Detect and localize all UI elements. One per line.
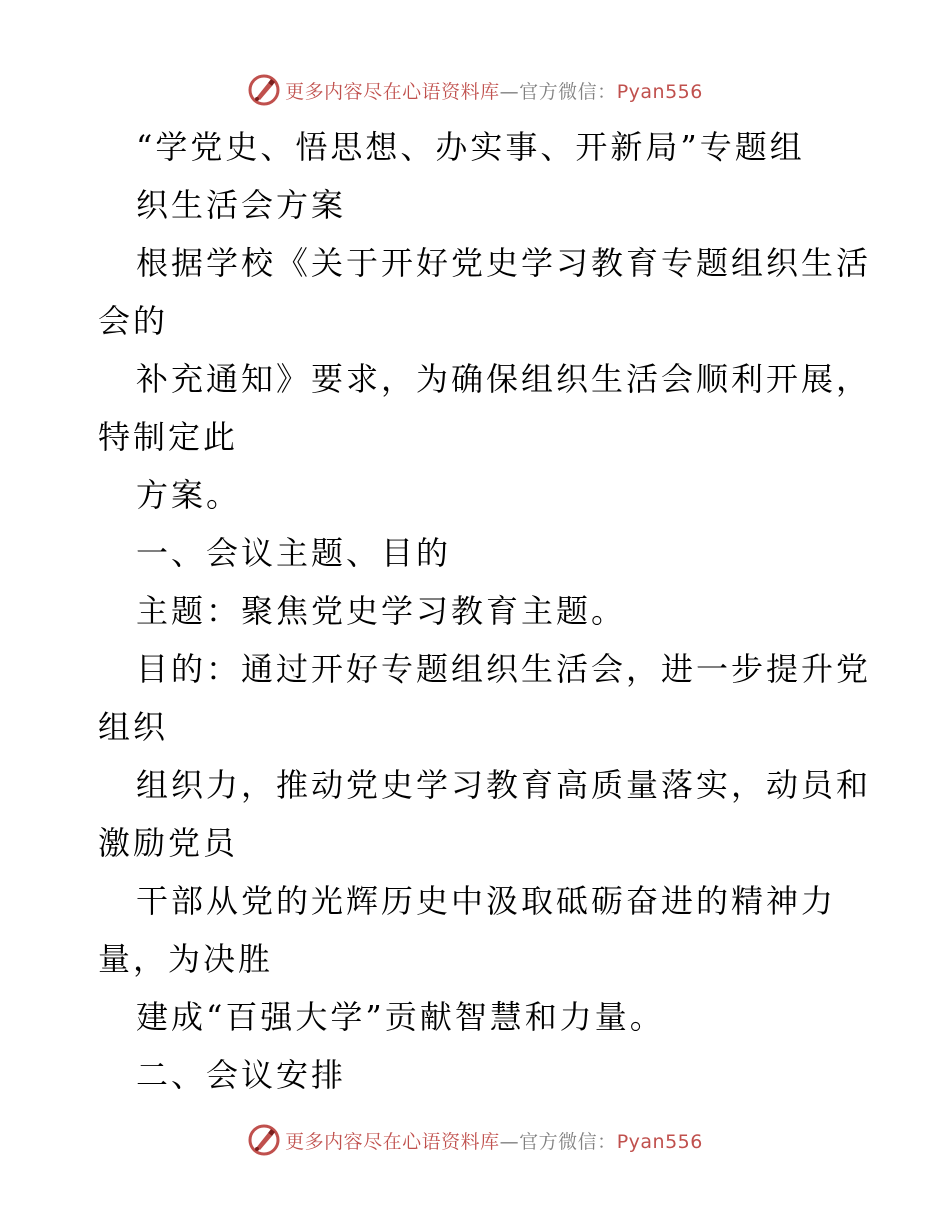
doc-paragraph-line: 干部从党的光辉历史中汲取砥砺奋进的精神力 [136, 882, 837, 920]
pen-seal-icon [247, 1123, 281, 1157]
watermark-brand: 更多内容尽在心语资料库 [285, 80, 500, 103]
doc-paragraph-line: 量，为决胜 [98, 940, 274, 978]
doc-title-line-1: “学党史、悟思想、办实事、开新局”专题组 [136, 128, 805, 166]
watermark-wechat-id: Pyan556 [616, 1130, 703, 1153]
doc-title-line-2: 织生活会方案 [136, 186, 347, 224]
watermark-wechat-id: Pyan556 [616, 80, 703, 103]
doc-paragraph-line: 特制定此 [98, 418, 239, 456]
doc-paragraph-line: 会的 [98, 302, 169, 340]
doc-paragraph-line: 目的：通过开好专题组织生活会，进一步提升党 [136, 650, 872, 688]
watermark-text [285, 77, 703, 104]
pen-seal-icon [247, 73, 281, 107]
section-heading-1: 一、会议主题、目的 [136, 534, 452, 572]
doc-paragraph-line: 根据学校《关于开好党史学习教育专题组织生活 [136, 244, 872, 282]
footer-watermark [0, 1120, 950, 1160]
doc-paragraph-line: 方案。 [136, 476, 242, 514]
watermark-separator: — [499, 1130, 520, 1153]
doc-paragraph-line: 组织 [98, 708, 169, 746]
header-watermark [0, 70, 950, 110]
watermark-text [285, 1127, 703, 1154]
document-body [98, 118, 872, 1104]
watermark-brand: 更多内容尽在心语资料库 [285, 1130, 500, 1153]
doc-paragraph-line: 激励党员 [98, 824, 239, 862]
doc-paragraph-line: 补充通知》要求，为确保组织生活会顺利开展， [136, 360, 872, 398]
doc-paragraph-line: 建成“百强大学”贡献智慧和力量。 [136, 998, 665, 1036]
watermark-wechat-label: 官方微信： [519, 80, 617, 103]
watermark-separator: — [499, 80, 520, 103]
doc-paragraph-line: 组织力，推动党史学习教育高质量落实，动员和 [136, 766, 872, 804]
doc-paragraph-line: 主题：聚焦党史学习教育主题。 [136, 592, 627, 630]
watermark-wechat-label: 官方微信： [519, 1130, 617, 1153]
section-heading-2: 二、会议安排 [136, 1056, 347, 1094]
